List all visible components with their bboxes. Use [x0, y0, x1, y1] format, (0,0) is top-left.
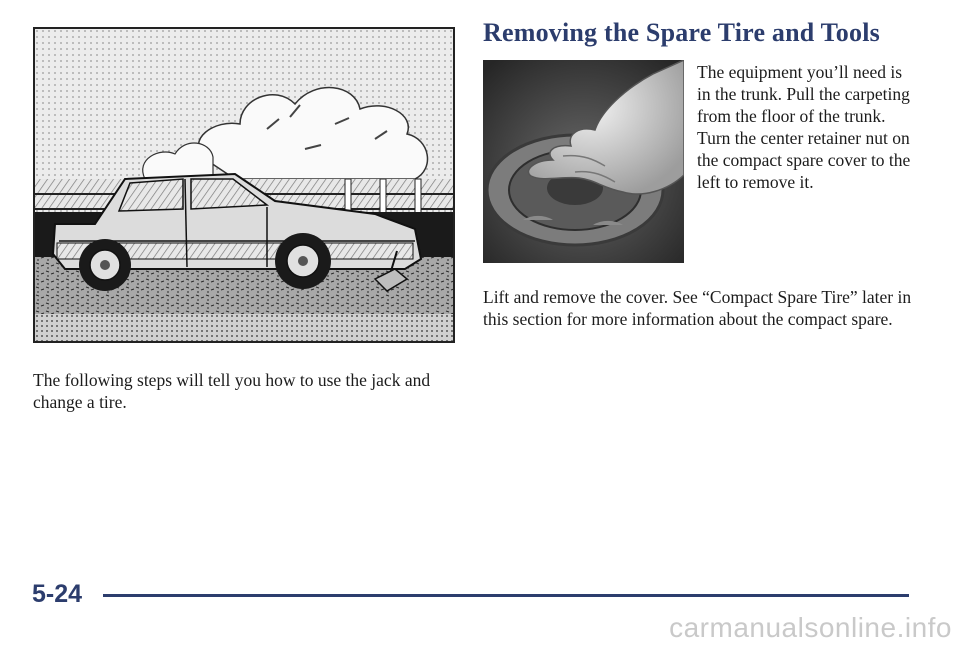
cover-removal-paragraph: Lift and remove the cover. See “Compact Spare Tire” later in this section for more information about the compact spare.: [483, 287, 912, 329]
site-watermark: carmanualsonline.info: [669, 612, 952, 643]
illustration-caption: The following steps will tell you how to use the jack and change a tire.: [33, 370, 431, 412]
footer-rule: [103, 594, 909, 597]
section-title: Removing the Spare Tire and Tools: [483, 18, 880, 47]
spare-cover-photo: [483, 60, 684, 263]
car-on-jack-illustration: [33, 27, 455, 343]
page-number: 5-24: [32, 580, 83, 608]
equipment-paragraph: The equipment you’ll need is in the trunk. Pull the carpeting from the floor of the trunk. Turn the center retainer nut on the compact spare cover to the left to remove it.: [697, 62, 911, 192]
